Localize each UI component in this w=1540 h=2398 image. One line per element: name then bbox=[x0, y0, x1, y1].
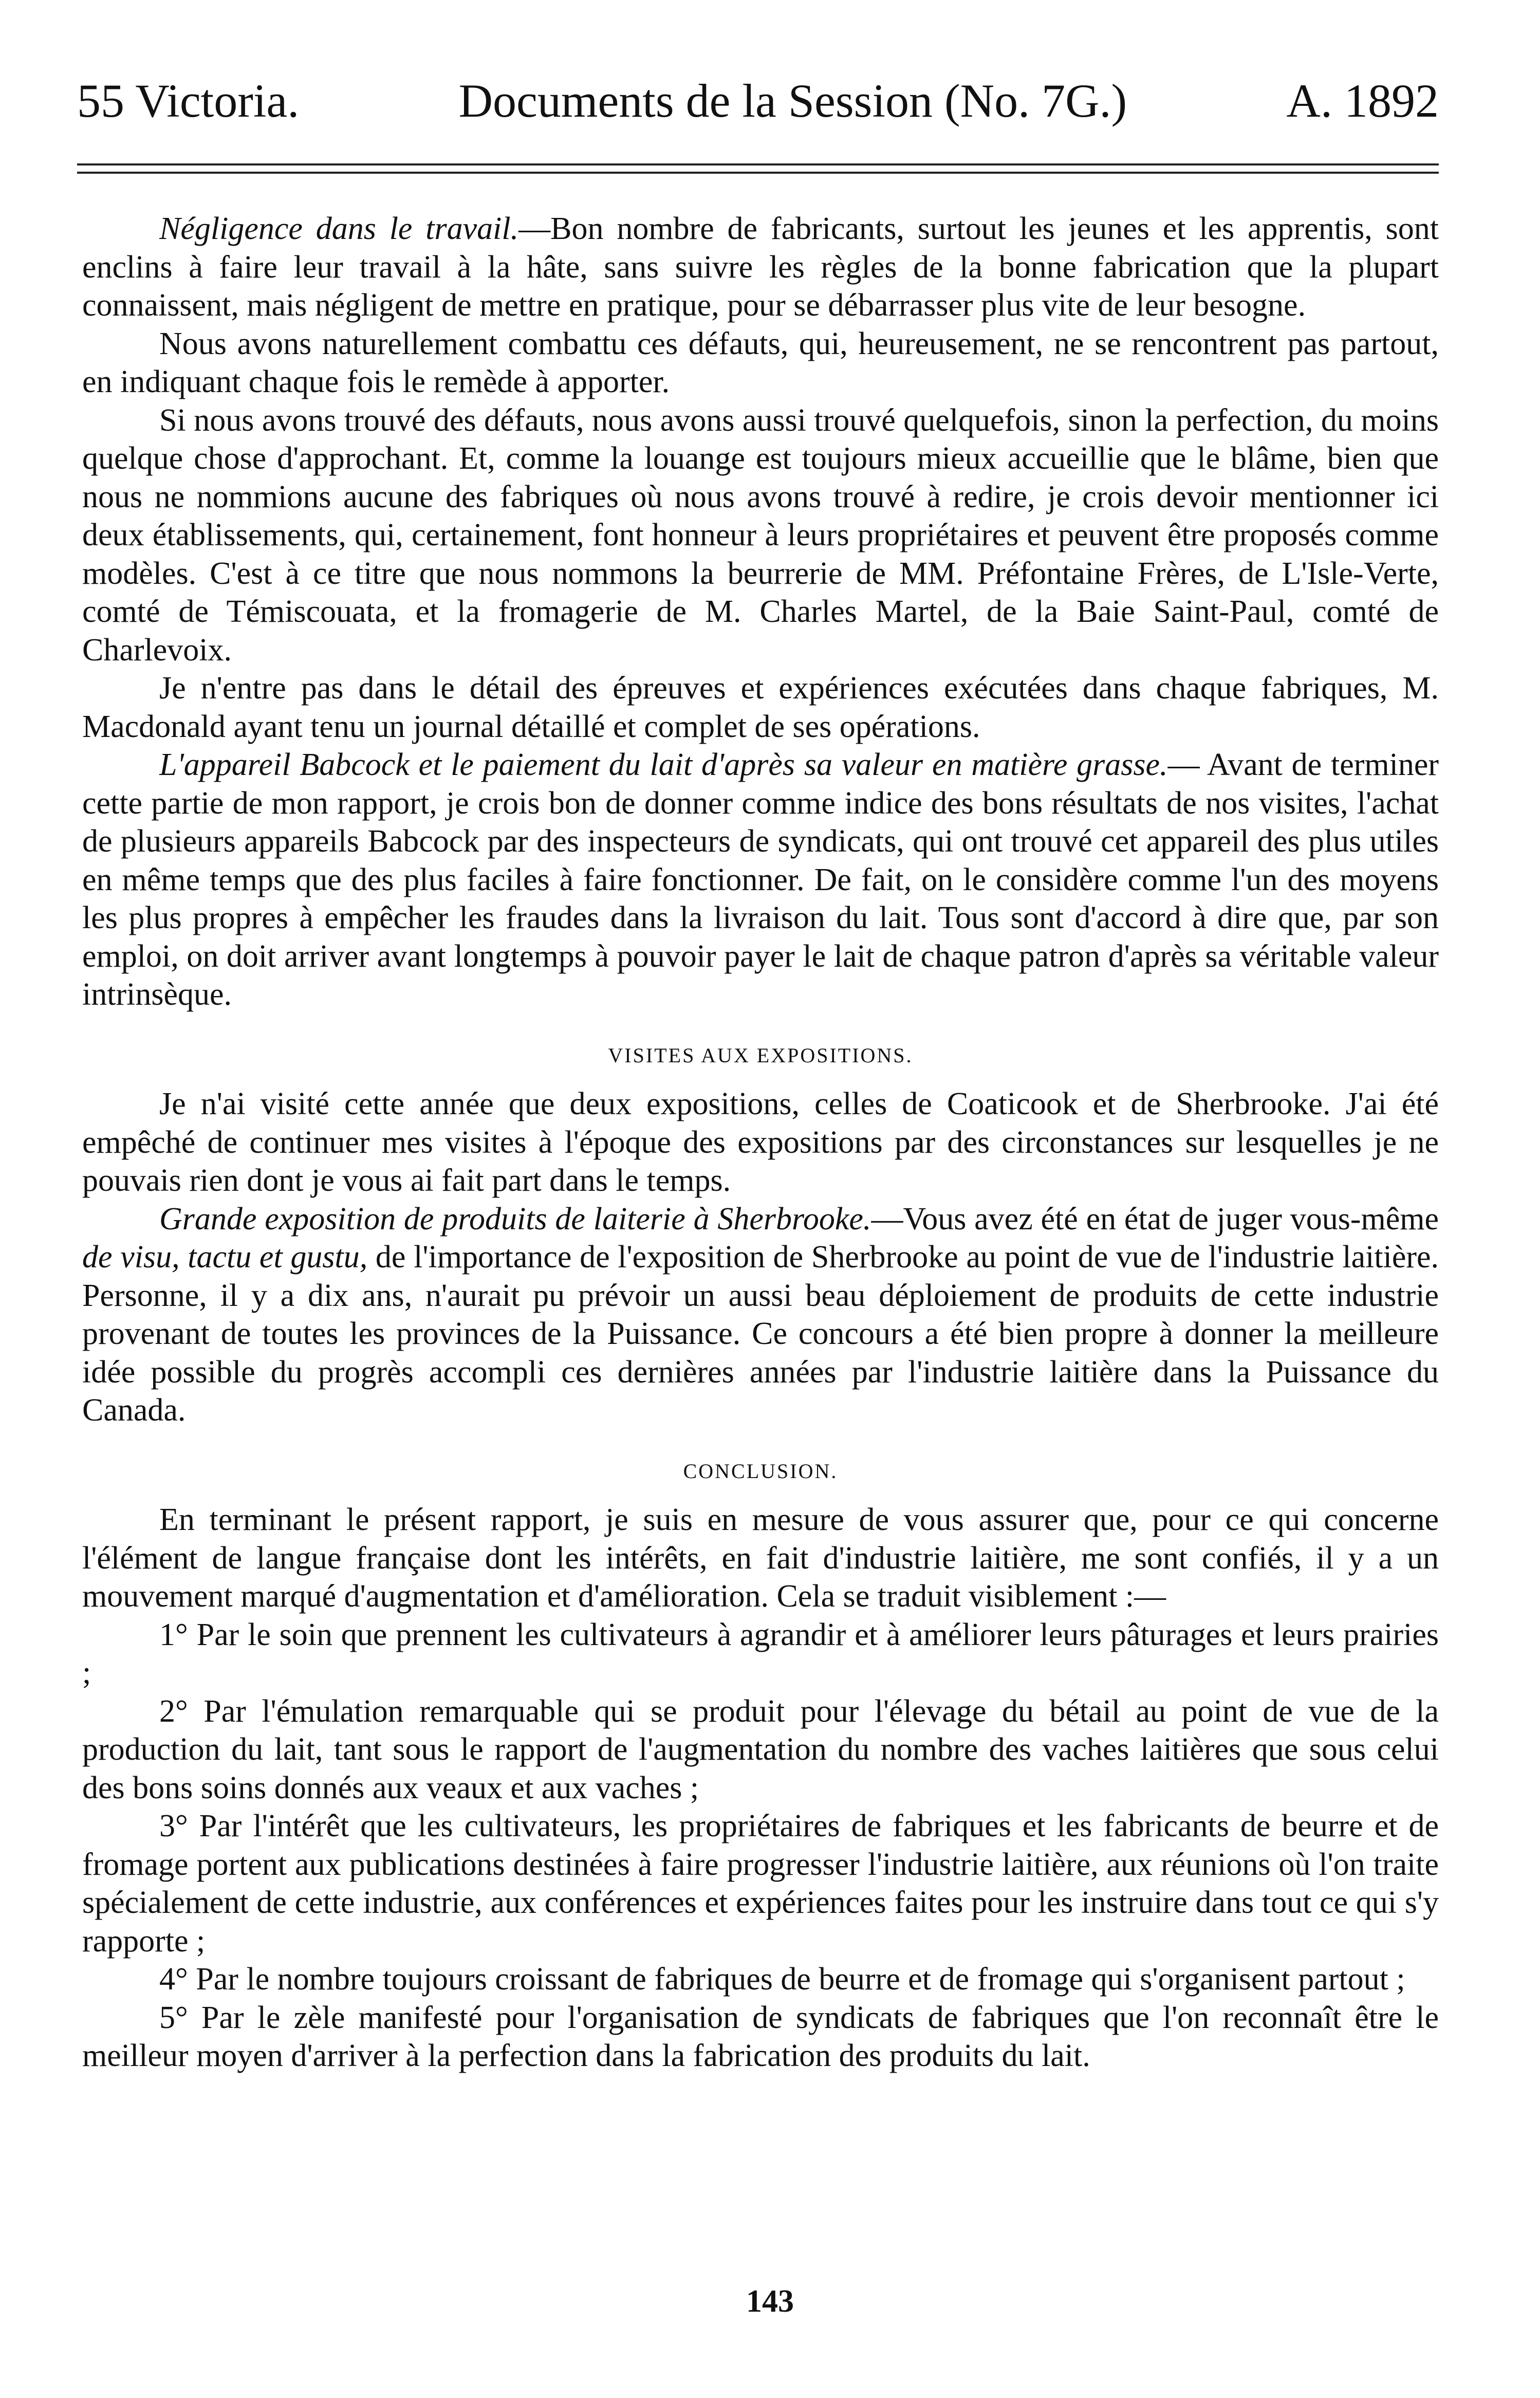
body-text bbox=[82, 210, 1439, 2075]
paragraph-babcock-text: — Avant de terminer cette partie de mon rapport, je crois bon de donner comme indice des bons résultats de nos visites, l'achat de plusieurs appareils Babcock par des inspecteurs de syndicats, qui ont trouvé cet appareil des plus utiles en même temps que des plus faciles à faire fonctionner. De fait, on le considère comme l'un des moyens les plus propres à empêcher les fraudes dans la livraison du lait. Tous sont d'accord à dire que, par son emploi, on doit arriver avant longtemps à pouvoir payer le lait de chaque patron d'après sa véritable valeur intrinsèque. bbox=[82, 747, 1439, 1012]
list-item-5: 5° Par le zèle manifesté pour l'organisation de syndicats de fabriques que l'on reconnaît être le meilleur moyen d'arriver à la perfection dans la fabrication des produits du lait. bbox=[82, 2000, 1439, 2073]
section-heading-conclusion: CONCLUSION. bbox=[683, 1459, 838, 1483]
running-header bbox=[77, 75, 1439, 127]
header-regnal-year: 55 Victoria. bbox=[77, 75, 300, 127]
paragraph-model-factories: Si nous avons trouvé des défauts, nous avons aussi trouvé quelquefois, sinon la perfection, du moins quelque chose d'approchant. Et, comme la louange est toujours mieux accueillie que le blâme, bien que nous ne nommions aucune des fabriques où nous avons trouvé à redire, je crois devoir mentionner ici deux établissements, qui, certainement, font honneur à leurs propriétaires et peuvent être proposés comme modèles. C'est à ce titre que nous nommons la beurrerie de MM. Préfontaine Frères, de L'Isle-Verte, comté de Témiscouata, et la fromagerie de M. Charles Martel, de la Baie Saint-Paul, comté de Charlevoix. bbox=[82, 402, 1439, 668]
paragraph-expositions: Je n'ai visité cette année que deux expositions, celles de Coaticook et de Sherbrooke. J'ai été empêché de continuer mes visites à l'époque des expositions par des circonstances sur lesquelles je ne pouvais rien dont je vous ai fait part dans le temps. bbox=[82, 1086, 1439, 1198]
header-document-title: Documents de la Session (No. 7G.) bbox=[458, 75, 1127, 127]
run-in-title-negligence: Négligence dans le travail. bbox=[159, 211, 519, 246]
header-rule-top bbox=[77, 163, 1439, 165]
paragraph-babcock bbox=[82, 746, 1439, 1014]
list-item-2: 2° Par l'émulation remarquable qui se produit pour l'élevage du bétail au point de vue de la production du lait, tant sous le rapport de l'augmentation du nombre des vaches laitières que sous celui des bons soins donnés aux veaux et aux vaches ; bbox=[82, 1693, 1439, 1805]
list-item-1: 1° Par le soin que prennent les cultivateurs à agrandir et à améliorer leurs pâturages et leurs prairies ; bbox=[82, 1617, 1439, 1690]
paragraph-negligence bbox=[82, 210, 1439, 325]
paragraph-sherbrooke-text-b: de l'importance de l'exposition de Sherbrooke au point de vue de l'industrie laitière. Personne, il y a dix ans, n'aurait pu prévoir un aussi beau déploiement de produits de cette industrie provenant de toutes les provinces de la Puissance. Ce concours a été bien propre à donner la meilleure idée possible du progrès accompli ces dernières années par l'industrie laitière dans la Puissance du Canada. bbox=[82, 1240, 1439, 1428]
list-item-3: 3° Par l'intérêt que les cultivateurs, les propriétaires de fabriques et les fabricants de beurre et de fromage portent aux publications destinées à faire progresser l'industrie laitière, aux réunions où l'on traite spécialement de cette industrie, aux conférences et expériences faites pour les instruire dans tout ce qui s'y rapporte ; bbox=[82, 1809, 1439, 1959]
paragraph-negligence-text: —Bon nombre de fabricants, surtout les jeunes et les apprentis, sont enclins à faire leur travail à la hâte, sans suivre les règles de la bonne fabrication que la plupart connaissent, mais négligent de mettre en pratique, pour se débarrasser plus vite de leur besogne. bbox=[82, 211, 1439, 323]
paragraph-defects-fought: Nous avons naturellement combattu ces défauts, qui, heureusement, ne se rencontrent pas partout, en indiquant chaque fois le remède à apporter. bbox=[82, 326, 1439, 399]
paragraph-conclusion-intro: En terminant le présent rapport, je suis en mesure de vous assurer que, pour ce qui concerne l'élément de langue française dont les intérêts, en fait d'industrie laitière, me sont confiés, il y a un mouvement marqué d'augmentation et d'amélioration. Cela se traduit visiblement :— bbox=[82, 1502, 1439, 1614]
header-double-rule bbox=[77, 163, 1439, 174]
page-number: 143 bbox=[746, 2284, 794, 2319]
header-rule-bottom bbox=[77, 172, 1439, 174]
header-year: A. 1892 bbox=[1286, 75, 1439, 127]
run-in-title-sherbrooke: Grande exposition de produits de laiterie à Sherbrooke. bbox=[159, 1201, 871, 1237]
paragraph-sherbrooke-text-a: —Vous avez été en état de juger vous-même bbox=[871, 1201, 1439, 1237]
latin-phrase: de visu, tactu et gustu, bbox=[82, 1240, 368, 1275]
paragraph-sherbrooke bbox=[82, 1200, 1439, 1430]
paragraph-macdonald-journal: Je n'entre pas dans le détail des épreuves et expériences exécutées dans chaque fabriques, M. Macdonald ayant tenu un journal détaillé et complet de ses opérations. bbox=[82, 671, 1439, 744]
section-heading-visites: VISITES AUX EXPOSITIONS. bbox=[608, 1043, 913, 1067]
list-item-4: 4° Par le nombre toujours croissant de fabriques de beurre et de fromage qui s'organisent partout ; bbox=[159, 1962, 1405, 1997]
run-in-title-babcock: L'appareil Babcock et le paiement du lait d'après sa valeur en matière grasse. bbox=[159, 747, 1168, 782]
